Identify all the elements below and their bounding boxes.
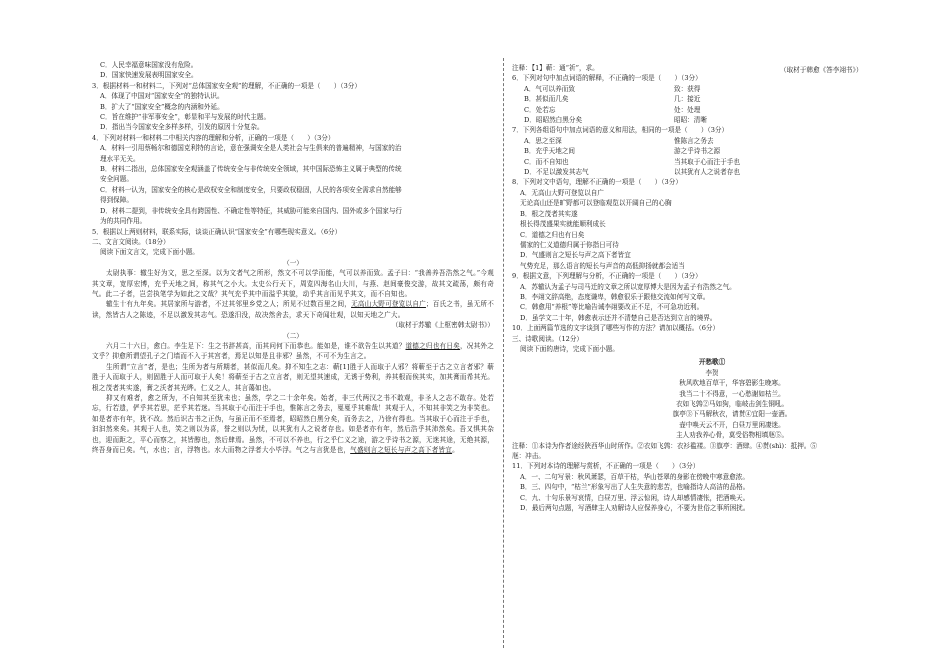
section-2-instruction: 阅读下面文言文，完成下面小题。 [100, 248, 199, 257]
poem-line: 主人劝我养心骨，莫受俗物相填豗⑤。 [675, 431, 789, 440]
p1b-underlined: 无高山大野可登览以自广 [351, 300, 426, 309]
poem-line: 旗亭③下马解秋衣，请贳④宜阳一壶酒。 [672, 410, 792, 419]
p2a-underlined: 道德之归也有日矣 [405, 341, 460, 350]
q11-option-b: B．三、四句中，“枯兰”形象写出了人生失意的悲苦，也喻指诗人高洁的品格。 [520, 483, 750, 492]
q4-option-c-cont: 得到保障。 [100, 196, 133, 205]
p2c-pre: 抑又有难者，愈之所为，不自知其至犹未也；虽然，学之二十余年矣。始者，非三代两汉之书不敢观，非圣人之志不敢存。处若忘，行若遗，俨乎其若思，茫乎其若迷。当其取于心而注于手也，惟陈言之务去，戛戛乎其难哉！其观于人，不知其非笑之为非笑也。如是者亦有年，犹不改。然后识古书之正伪，与虽正而不至焉者，昭昭然白黑分矣，而务去之，乃徐有得也。当其取于心而注于手也，汩汩然来矣。其观于人也，笑之则以为喜，誉之则以为忧，以其犹有人之说者存也。如是者亦有年，然后浩乎其沛然矣。吾又惧其杂也，迎而距之，平心而察之，其皆醇也，然后肆焉。虽然，不可以不养也，行之乎仁义之途，游之乎诗书之源，无迷其途，无绝其源，终吾身而已矣。气，水也；言，浮物也。水大而物之浮者大小毕浮。气之与言犹是也， [92, 394, 494, 455]
q8-option-d-explain: 气势充足，那么语言的短长与声音的高低抑扬就都会适当 [520, 261, 685, 270]
q6-options [512, 84, 912, 126]
q7-d-left: D．不足以激发其志气 [524, 168, 589, 177]
passage-1-source: （取材于苏辙《上枢密韩太尉书》） [391, 321, 494, 330]
poem-notes-cont: 豗：冲击。 [512, 452, 545, 461]
annotation-note: 注释：【1】蕲：通“祈”，求。 [512, 64, 599, 72]
q6-d-sentence: D．昭昭然白黑分矣 [524, 116, 583, 125]
q4-option-b-cont: 安全问题。 [100, 175, 133, 184]
poem-title: 开愁歌① [698, 358, 726, 367]
q8-option-a: A．无高山大野可登览以自广 [520, 188, 604, 197]
q7-d-right: 以其犹有人之说者存也 [674, 168, 740, 177]
q6-b-gloss: 几：接近 [674, 95, 701, 104]
poem-notes: 注释：①本诗为作者途经陕西华山时所作。②衣如飞鹑：衣衫褴褛。③旗亭：酒肆。④贳(shì)：抵押。⑤ [512, 441, 818, 450]
q11-option-a: A．一、二句写景：秋风萧瑟，百草干枯，华山苍翠的身影在傍晚中寒意愈浓。 [520, 472, 749, 481]
section-3-heading: 三、诗歌阅读。（12分） [512, 334, 584, 343]
q3-option-c: C．旨在维护“非军事安全”，彰显和平与发展的时代主题。 [100, 113, 271, 122]
p2c-underlined: 气盛则言之短长与声之高下者皆宜 [350, 446, 453, 455]
q7-a-right: 惟陈言之务去 [674, 136, 714, 145]
q4-option-a: A．材料一引用蔡畅尔和德国克利特的言论，意在强调安全是人类社会与生俱来的普遍精神，与国家的治 [100, 144, 402, 153]
question-8: 8．下列对文中语句，理解不正确的一项是（ ）（3分） [512, 178, 682, 187]
q4-option-d-cont: 为的共同作用。 [100, 217, 147, 226]
left-column [92, 60, 494, 455]
question-11: 11．下列对本诗的理解与赏析，不正确的一项是（ ）（3分） [512, 462, 700, 471]
q8-option-d: D．气盛则言之短长与声之高下者皆宜 [520, 251, 631, 260]
right-column [512, 60, 912, 513]
poem-line: 秋风吹地百草干，华容碧影生晚寒。 [679, 379, 785, 388]
option-c: C．人民幸福意味国家没有危险。 [100, 61, 198, 69]
q8-option-c: C．道德之归也有日矣 [520, 230, 585, 239]
p1b-pre: 辙生十有九年矣。其居家所与游者，不过其邻里乡党之人；所见不过数百里之间， [106, 300, 352, 309]
passage-1-para-2 [92, 299, 494, 320]
p1b-post: ；百氏之书，虽无所不读，然皆古人之陈迹，不足以激发其志气。恐遂汨没，故决然舍去，求天下奇闻壮观，以知天地之广大。 [92, 300, 495, 319]
q7-a-left: A．思之至深 [524, 136, 562, 145]
passage-2-para-3 [92, 393, 494, 455]
q6-c-gloss: 处：处理 [674, 105, 701, 114]
q3-option-d: D．指出当今国家安全多样多样，引发的原因十分复杂。 [100, 123, 264, 132]
poem-author: 李贺 [705, 368, 719, 377]
q3-option-b: B．扩大了“国家安全”概念的内涵和外延。 [100, 102, 224, 111]
section-2-heading: 二、文言文阅读。（18分） [92, 237, 170, 246]
q6-c-sentence: C．处若忘 [524, 105, 556, 114]
q6-a-sentence: A．气可以养而致 [524, 84, 575, 93]
q8-option-c-explain: 儒家的仁义道德归属于你指日可待 [520, 240, 619, 249]
q6-d-gloss: 昭昭：清晰 [674, 116, 707, 125]
p2c-post: 。 [452, 446, 459, 455]
q4-option-b: B．材料二指出，总体国家安全观涵盖了传统安全与非传统安全领域，其中国际恐怖主义属于典型的传统 [100, 165, 402, 174]
q11-option-c: C．九、十句乐景写哀情，白昼万里、浮云惊闲，诗人却感情凄怅，把酒唤天。 [520, 493, 750, 502]
question-4: 4．下列对材料一和材料二中相关内容的理解和分析，正确的一项是（ ）（3分） [92, 133, 335, 142]
q9-option-d: D．虽学文二十年，韩愈表示还并不清楚自己是否达到立言的境界。 [520, 313, 717, 322]
option-d: D．国家快速发展表明国家安全。 [100, 71, 198, 80]
poem-line: 衣如飞鹑②马如狗，临岐击剑生铜吼。 [675, 400, 789, 408]
p2a-post: ，况其外之文乎？抑愈所谓望孔子之门墙而不入于其宫者，焉足以知是且非邪？虽然，不可不为生言之。 [92, 341, 494, 361]
passage-1-title: （一） [283, 258, 303, 267]
q6-a-gloss: 致：获得 [674, 84, 701, 93]
passage-2-title: （二） [283, 331, 303, 340]
q9-option-b: B．李翊文辞高绝，态度谦卑，韩愈很乐于跟他交流如何写文章。 [520, 292, 710, 301]
poem-line: 壶中唤天云不开，白昼万里闲凄迷。 [679, 420, 785, 429]
source-citation-top: （取材于韩愈《答李翊书》） [780, 66, 863, 74]
q7-b-right: 游之乎诗书之源 [674, 147, 721, 156]
q9-option-a: A．苏辙认为孟子与司马迁的文章之所以宽厚博大是因为孟子有浩然之气。 [520, 282, 736, 291]
question-3: 3．根据材料一和材料二，下列对“总体国家安全观”的理解，不正确的一项是（ ）（3分） [92, 81, 361, 90]
q8-option-b: B．根之茂者其实遂 [520, 209, 578, 218]
q6-b-sentence: B．甚似而几矣 [524, 95, 569, 104]
q4-option-c: C．材料一认为，国家安全的核心是政权安全和制度安全，只要政权稳固，人民的各项安全需求自然能够 [100, 185, 402, 194]
passage-2-para-2: 生所谓“立言”者，是也；生所为者与所期者，甚似而几矣。抑不知生之志：蕲[1]胜于人而取于人邪？将蕲至于古之立言者邪？蕲胜于人而取于人，则固胜于人而可取于人矣！将蕲至于古之立言者，则无望其速成，无诱于势利，养其根而俟其实，加其膏而希其光。根之茂者其实遂，膏之沃者其光晔。仁义之人，其言蔼如也。 [92, 362, 494, 392]
p2a-pre: 六月二十六日，愈白。李生足下：生之书辞甚高，而其问何下而恭也。能如是，谁不欲告生以其道？ [106, 341, 406, 350]
q4-option-d: D．材料二提到，非传统安全具有跨国性、不确定性等特征，其威胁可能来自国内、国外或多个国家与行 [100, 206, 403, 215]
section-3-instruction: 阅读下面的唐诗，完成下面小题。 [520, 344, 619, 353]
q7-options [512, 136, 912, 178]
passage-1-para-1: 太尉执事：辙生好为文，思之至深。以为文者气之所形，然文不可以学而能，气可以养而致。孟子曰：“我善养吾浩然之气。”今观其文章，宽厚宏博，充乎天地之间，称其气之小大。太史公行天下，周览四海名山大川，与燕、赵间豪俊交游，故其文疏荡，颇有奇气。此二子者，岂尝执笔学为如此之文哉？其气充乎其中而溢乎其貌，动乎其言而见乎其文，而不自知也。 [92, 269, 494, 298]
q7-c-right: 当其取于心而注于手也 [674, 157, 740, 166]
q9-option-c: C．韩愈用“养根”等比喻告诫李翊要改正不足，不可急功近利。 [520, 303, 704, 312]
q4-option-a-cont: 理水平无关。 [100, 154, 140, 163]
question-5: 5．根据以上两则材料，联系实际，谈谈正确认识“国家安全”有哪些现实意义。（6分） [92, 227, 342, 236]
q11-option-d: D．最后两句点题，写酒肆主人劝解诗人应保养身心，不要为世俗之事所困扰。 [520, 504, 750, 513]
question-9: 9．根据文意，下列理解与分析，不正确的一项是（ ）（3分） [512, 272, 702, 281]
poem-line: 我当二十不得意，一心愁谢如枯兰。 [679, 389, 785, 398]
q7-b-left: B．充乎天地之间 [524, 147, 576, 156]
column-divider [503, 58, 504, 648]
q8-option-b-explain: 根长得茂盛果实就能顺利成长 [520, 220, 606, 229]
q3-option-a: A．体现了中国对“国家安全”的独特认识。 [100, 92, 224, 101]
q8-option-a-explain: 无论高山还是旷野都可以登临观览以开阔自己的心胸 [520, 199, 672, 208]
question-10: 10．上面两篇节选的文字谈到了哪些写作的方法？请加以概括。（6分） [512, 324, 720, 333]
passage-2-para-1 [92, 341, 494, 362]
question-6: 6．下列对句中加点词语的解释，不正确的一项是（ ）（3分） [512, 74, 702, 83]
question-7: 7．下列各组语句中加点词语的意义和用法，相同的一项是（ ）（3分） [512, 126, 729, 135]
q7-c-left: C．而不自知也 [524, 157, 569, 166]
